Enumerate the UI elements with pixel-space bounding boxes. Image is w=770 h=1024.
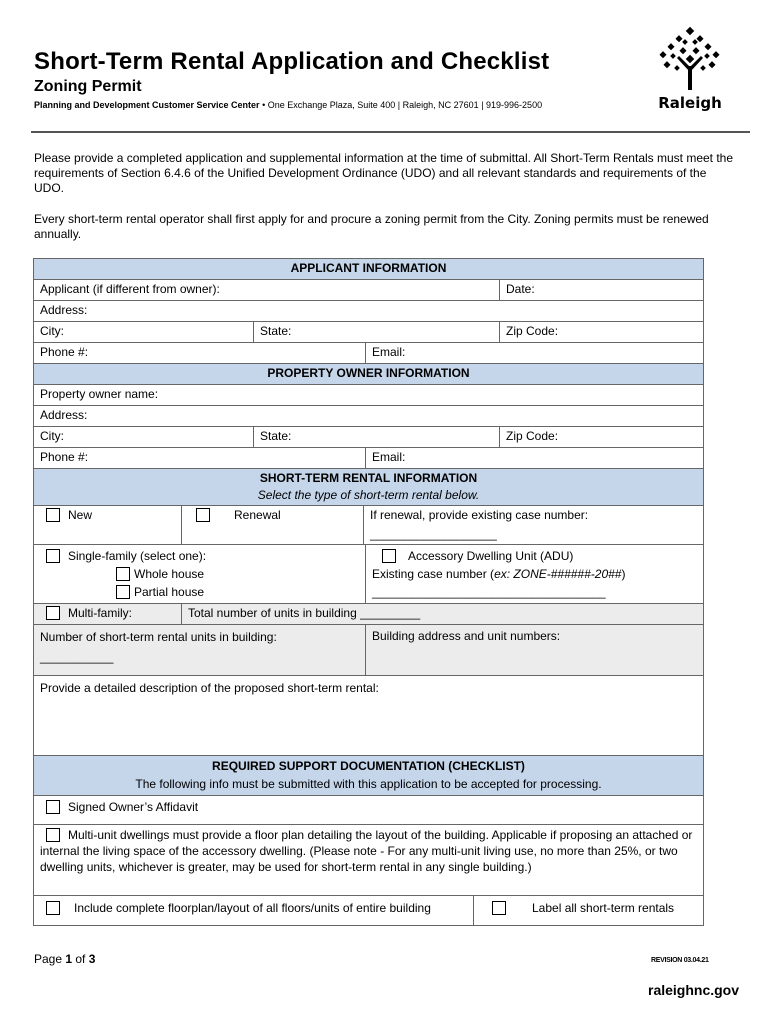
applicant-email-field[interactable]: [366, 343, 704, 364]
adu-case-suffix: ): [621, 567, 626, 581]
multi-family-checkbox[interactable]: [46, 606, 60, 620]
new-checkbox[interactable]: [46, 508, 60, 522]
applicant-city-field[interactable]: [34, 322, 254, 343]
office-address: [34, 100, 542, 110]
logo-wordmark: Raleigh: [658, 94, 722, 112]
applicant-name-label: Applicant (if different from owner):: [40, 282, 220, 296]
zip-label: Zip Code:: [506, 324, 559, 338]
intro-paragraph-2: Every short-term rental operator shall first apply for and procure a zoning permit from the City. Zoning permits must be renewed annually.: [34, 212, 709, 241]
page-word: Page: [34, 952, 66, 966]
partial-house-label: Partial house: [134, 585, 205, 599]
floorplan-checkbox[interactable]: [46, 901, 60, 915]
adu-case-line[interactable]: ___________________________________: [372, 585, 606, 599]
description-field[interactable]: [34, 676, 704, 756]
application-form: [33, 258, 704, 926]
affidavit-checkbox[interactable]: [46, 800, 60, 814]
owner-address-field[interactable]: [34, 406, 704, 427]
state-label: State:: [260, 429, 292, 443]
floorplan-label: Include complete floorplan/layout of all floors/units of entire building: [74, 901, 431, 915]
owner-city-field[interactable]: [34, 427, 254, 448]
multi-unit-checkbox[interactable]: [46, 828, 60, 842]
applicant-section-heading: APPLICANT INFORMATION: [34, 259, 704, 280]
renewal-label: Renewal: [234, 508, 281, 522]
owner-zip-field[interactable]: [500, 427, 704, 448]
raleigh-logo: [655, 22, 725, 118]
adu-label: Accessory Dwelling Unit (ADU): [408, 549, 574, 563]
total-units-field[interactable]: [182, 604, 704, 625]
zip-label: Zip Code:: [506, 429, 559, 443]
owner-phone-field[interactable]: [34, 448, 366, 469]
address-label: Address:: [40, 408, 88, 422]
applicant-state-field[interactable]: [254, 322, 500, 343]
renewal-case-field[interactable]: [364, 506, 704, 545]
oak-tree-icon: [655, 22, 725, 94]
single-family-checkbox[interactable]: [46, 549, 60, 563]
new-option[interactable]: [34, 506, 182, 545]
phone-label: Phone #:: [40, 450, 89, 464]
applicant-phone-field[interactable]: [34, 343, 366, 364]
page-title: Short-Term Rental Application and Checklist: [34, 48, 550, 75]
header-divider: [31, 131, 750, 133]
single-family-label: Single-family (select one):: [68, 549, 207, 563]
date-label: Date:: [506, 282, 535, 296]
building-address-field[interactable]: [366, 625, 704, 676]
of-word: of: [72, 952, 89, 966]
building-address-label: Building address and unit numbers:: [372, 629, 561, 643]
email-label: Email:: [372, 345, 406, 359]
description-label: Provide a detailed description of the proposed short-term rental:: [40, 681, 379, 695]
multi-unit-item[interactable]: [34, 825, 704, 896]
renewal-option[interactable]: [182, 506, 364, 545]
num-units-field[interactable]: [34, 625, 366, 676]
city-label: City:: [40, 429, 64, 443]
renewal-case-label: If renewal, provide existing case number: ___________________: [370, 508, 589, 541]
office-contact: • One Exchange Plaza, Suite 400 | Raleigh, NC 27601 | 919-996-2500: [259, 100, 543, 110]
city-label: City:: [40, 324, 64, 338]
page-total: 3: [88, 952, 96, 966]
new-label: New: [68, 508, 93, 522]
checklist-section-heading: [34, 756, 704, 796]
page-current: 1: [65, 952, 73, 966]
address-label: Address:: [40, 303, 88, 317]
owner-state-field[interactable]: [254, 427, 500, 448]
owner-name-field[interactable]: [34, 385, 704, 406]
adu-case-prefix: Existing case number (: [372, 567, 495, 581]
label-rentals-label: Label all short-term rentals: [532, 901, 675, 915]
revision-label: REVISION 03.04.21: [651, 957, 709, 964]
partial-house-checkbox[interactable]: [116, 585, 130, 599]
intro-paragraph-1: Please provide a completed application and supplemental information at the time of submittal. All Short-Term Rentals must meet the requirements of Section 6.4.6 of the Unified Development Ordinance (UDO) and all relevant standards and requirements of the UDO.: [34, 151, 734, 195]
renewal-checkbox[interactable]: [196, 508, 210, 522]
rental-subheading: Select the type of short-term rental below.: [257, 488, 480, 502]
adu-case-number: [372, 565, 697, 583]
num-units-label: Number of short-term rental units in building:: [40, 630, 277, 644]
state-label: State:: [260, 324, 292, 338]
owner-name-label: Property owner name:: [40, 387, 159, 401]
floorplan-item[interactable]: [34, 896, 474, 926]
applicant-name-field[interactable]: [34, 280, 500, 301]
rental-section-heading: [34, 469, 704, 506]
adu-checkbox[interactable]: [382, 549, 396, 563]
checklist-heading-text: REQUIRED SUPPORT DOCUMENTATION (CHECKLIST): [212, 759, 525, 773]
multi-unit-label: Multi-unit dwellings must provide a floor plan detailing the layout of the building. Applicable if proposing an attached or internal the living space of the accessory dwelling. (Please note - For any multi-unit living use, no more than 25%, or two dwelling units, whichever is greater, may be used for short-term rental in any single building.): [40, 828, 693, 874]
multi-family-label: Multi-family:: [68, 606, 133, 620]
num-units-line: ___________: [40, 650, 114, 664]
page-number: [34, 952, 95, 966]
affidavit-item[interactable]: [34, 796, 704, 825]
adu-case-example: ex: ZONE-######-20##: [494, 567, 622, 581]
website-link[interactable]: raleighnc.gov: [648, 982, 740, 998]
label-rentals-item[interactable]: [474, 896, 704, 926]
phone-label: Phone #:: [40, 345, 89, 359]
total-units-label: Total number of units in building _________: [188, 606, 421, 620]
single-family-option[interactable]: [34, 545, 366, 604]
applicant-address-field[interactable]: [34, 301, 704, 322]
label-rentals-checkbox[interactable]: [492, 901, 506, 915]
applicant-zip-field[interactable]: [500, 322, 704, 343]
rental-heading-text: SHORT-TERM RENTAL INFORMATION: [259, 471, 478, 485]
checklist-subheading: The following info must be submitted with this application to be accepted for processing.: [135, 777, 602, 791]
multi-family-option[interactable]: [34, 604, 182, 625]
whole-house-checkbox[interactable]: [116, 567, 130, 581]
owner-section-heading: PROPERTY OWNER INFORMATION: [34, 364, 704, 385]
affidavit-label: Signed Owner’s Affidavit: [68, 800, 199, 814]
whole-house-label: Whole house: [134, 567, 205, 581]
adu-option[interactable]: [366, 545, 704, 604]
email-label: Email:: [372, 450, 406, 464]
applicant-date-field[interactable]: [500, 280, 704, 301]
office-name: Planning and Development Customer Service Center: [34, 100, 260, 110]
page-subtitle: Zoning Permit: [34, 78, 142, 95]
owner-email-field[interactable]: [366, 448, 704, 469]
